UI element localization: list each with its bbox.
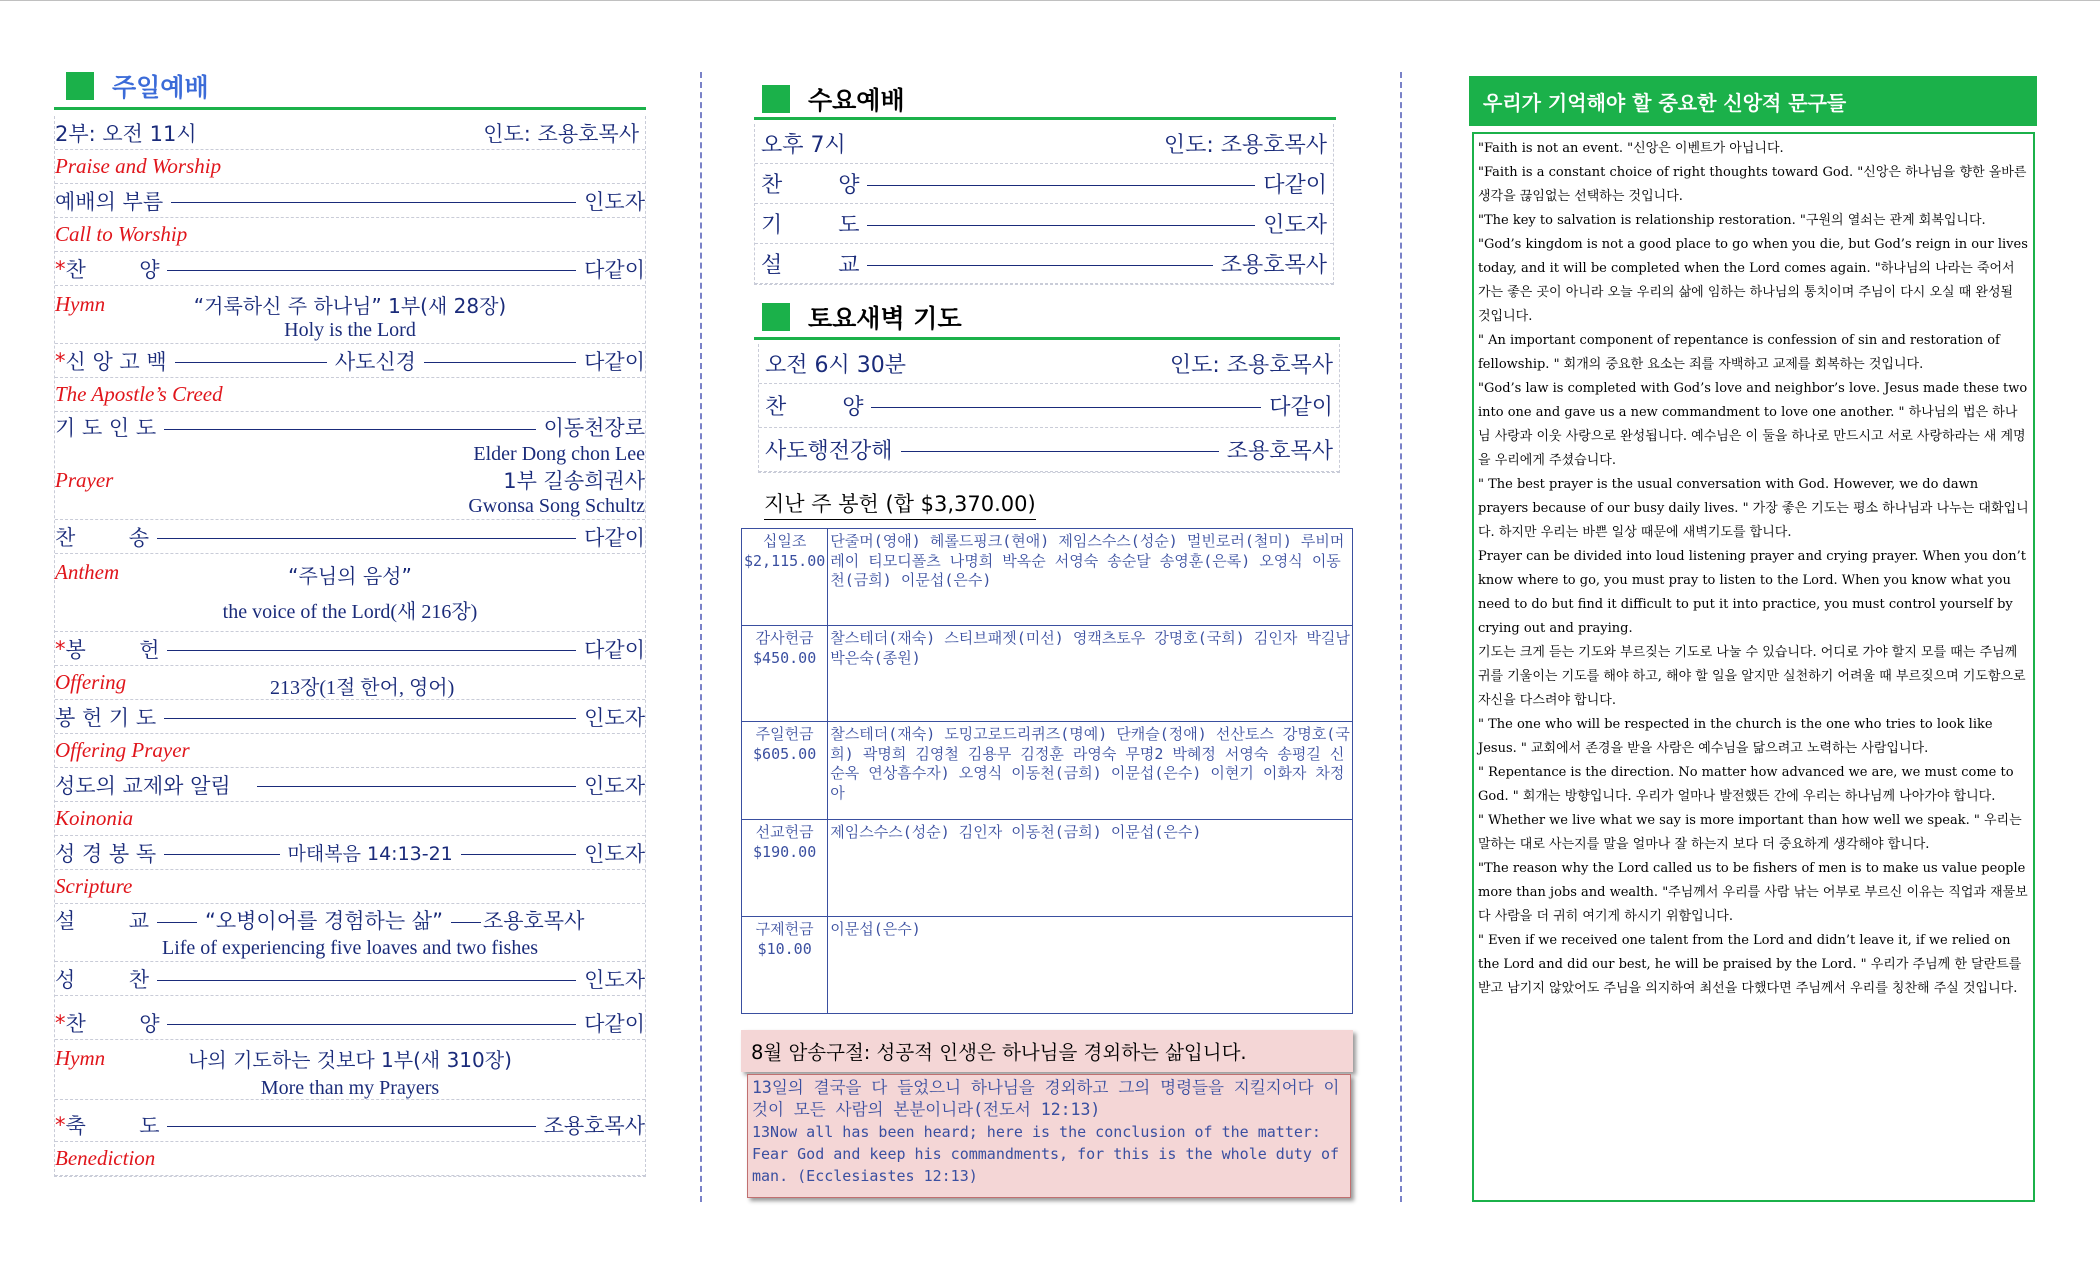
leader-line [175, 362, 327, 363]
wednesday-heading [754, 80, 1336, 120]
leader-line [164, 854, 279, 855]
wednesday-row-2-right: 인도자 [1263, 213, 1327, 238]
prayer-row [55, 412, 645, 442]
creed-row: * 신 앙 고 백 사도신경 다같이 [55, 344, 645, 378]
saturday-time-row [759, 344, 1339, 384]
offering-names-cell: 찰스테더(재숙) 도밍고로드리퀴즈(명예) 단캐슬(정애) 선산토스 강명호(국희) 곽명희 김영철 김용무 김정훈 라영숙 무명2 박혜정 서영숙 송평길 신순옥 연상흠수자) 오영식 이동천(금희) 이문섭(은수) 이현기 이화자 차정아 [828, 722, 1353, 820]
sermon-en-row [55, 936, 645, 962]
prayer-label: 기 도 인 도 [55, 416, 157, 440]
koinonia-label: 성도의 교제와 알림 [55, 773, 231, 798]
offering-type-cell: 감사헌금 $450.00 [742, 626, 828, 722]
memory-verse-box [747, 1074, 1351, 1198]
leader-line [171, 202, 576, 203]
quote-item: "God’s kingdom is not a good place to go when you die, but God’s reign in our lives today, and it will be completed when the Lord comes again. "하나님의 나라는 죽어서 가는 좋은 곳이 아니라 오늘 우리의 삶에 임하는 하나님의 통치이며 주님이 다시 오실 때 완성될 것입니다. [1478, 237, 2028, 324]
quote-item: " Even if we received one talent from the Lord and didn’t leave it, if we relied on the Lord and did our best, he will be praised by the Lord. " 우리가 주님께 한 달란트를 받고 남기지 않았어도 주님을 의지하여 최선을 다했다면 주님께서 우리를 칭찬해 주실 것입니다. [1478, 933, 2022, 996]
saturday-order [758, 344, 1340, 473]
quotes-heading [1469, 76, 2037, 126]
leader-line [867, 225, 1255, 226]
column-separator-1 [700, 72, 702, 1202]
wednesday-time-row [755, 124, 1333, 164]
prayer-sub: Elder Dong chon Lee [473, 442, 645, 465]
saturday-row-1 [759, 384, 1339, 428]
table-row [742, 820, 1353, 917]
sermon-en: Life of experiencing five loaves and two fishes [162, 937, 538, 959]
saturday-row-1-right: 다같이 [1269, 395, 1333, 420]
sunday-order [54, 116, 646, 1177]
creed-label: 신 앙 고 백 [65, 349, 167, 374]
memory-verse-title [741, 1030, 1353, 1072]
quote-item: "God’s law is completed with God’s love and neighbor’s love. Jesus made these two into one and gave us a new commandment to love one another. " 하나님의 법은 하나님 사랑과 이웃 사랑으로 완성됩니다. 예수님은 이 둘을 하나로 만드시고 서로 사랑하라는 새 계명을 우리에게 주셨습니다. [1478, 381, 2028, 468]
saturday-time: 오전 6시 30분 [765, 353, 906, 378]
hymn1-row: * 찬 양 다같이 [55, 252, 645, 286]
quote-item: "Faith is not an event. "신앙은 이벤트가 아닙니다. [1478, 141, 1784, 156]
quote-item: " Repentance is the direction. No matter how advanced we are, we must come to God. " 회개는 방향입니다. 우리가 얼마나 발전했든 간에 우리는 하나님께 나아가야 합니다. [1478, 765, 2014, 804]
saturday-row-2-right: 조용호목사 [1226, 439, 1333, 464]
quote-item: " The best prayer is the usual conversation with God. However, we do dawn prayers because of our busy daily lives. " 가장 좋은 기도는 평소 하나님과 나누는 대화입니다. 하지만 우리는 바쁜 일상 때문에 새벽기도를 합니다. [1478, 477, 2029, 540]
quotes-heading-text: 우리가 기억해야 할 중요한 신앙적 문구들 [1483, 90, 1847, 115]
scripture-label: 성 경 봉 독 [55, 841, 157, 866]
anthem-detail [55, 554, 645, 632]
prayer2-sub: Gwonsa Song Schultz [468, 495, 645, 517]
sermon-title: “오병이어를 경험하는 삶” [204, 909, 443, 933]
hymn1-detail [55, 286, 645, 344]
bongpray-row [55, 700, 645, 734]
call-label: 예배의 부름 [55, 189, 164, 214]
seongchan-row [55, 962, 645, 996]
saturday-leader: 인도: 조용호목사 [1169, 353, 1333, 378]
offering-row [55, 666, 645, 700]
quote-item: "The reason why the Lord called us to be fishers of men is to make us value people more than jobs and wealth. "주님께서 우리를 사람 낚는 어부로 부르신 이유는 직업과 재물보다 사람을 더 귀히 여기게 하시기 위함입니다. [1478, 861, 2028, 924]
saturday-row-2 [759, 428, 1339, 472]
hymn2-row: * 찬 양 다같이 [55, 1006, 645, 1040]
wednesday-row-1-label: 찬 양 [761, 173, 860, 198]
quote-item: " An important component of repentance is confession of sin and restoration of fellowship. " 회개의 중요한 요소는 죄를 자백하고 교제를 회복하는 것입니다. [1478, 333, 2000, 372]
scripture-right: 인도자 [584, 841, 645, 866]
wednesday-row-2-label: 기 도 [761, 213, 860, 238]
sermon-label: 설 교 [55, 909, 149, 933]
saturday-service [754, 296, 1340, 473]
leader-line [164, 429, 535, 430]
call-en-row [55, 218, 645, 252]
scripture-en-row [55, 870, 645, 904]
bongpray-label: 봉 헌 기 도 [55, 705, 157, 730]
wednesday-leader: 인도: 조용호목사 [1163, 133, 1327, 158]
hymn2-en: Hymn [55, 1046, 106, 1070]
bongpray-right: 인도자 [584, 705, 645, 730]
leader-line [257, 786, 577, 787]
bong-row: * 봉 헌 다같이 [55, 632, 645, 666]
quotes-list [1478, 137, 2029, 1001]
offering-type-cell: 십일조 $2,115.00 [742, 529, 828, 626]
chan-right: 다같이 [584, 525, 645, 550]
offering-mid: 213장(1절 한어, 영어) [270, 677, 455, 699]
leader-line [867, 265, 1212, 266]
koinonia-en: Koinonia [55, 806, 134, 830]
benediction-label: 축 도 [65, 1113, 160, 1138]
sermon-row [55, 904, 645, 936]
hymn1-title-en: Holy is the Lord [284, 319, 416, 341]
chan-label: 찬 송 [55, 525, 149, 550]
hymn1-title-kr: “거룩하신 주 하나님” 1부(새 28장) [193, 294, 507, 318]
leader-line [167, 1024, 576, 1025]
offering-en: Offering [55, 670, 127, 694]
koinonia-row [55, 768, 645, 802]
hymn2-detail [55, 1040, 645, 1100]
offering-names-cell: 단줄머(영애) 헤롤드핑크(현애) 제임스수스(성순) 멀빈로러(철미) 루비머레이 티모디폴츠 나명희 박옥순 서영숙 송순달 송영훈(은록) 오영식 이동천(금희) 이문섭(은수) [828, 529, 1353, 626]
service-time: 2부: 오전 11시 [55, 121, 197, 146]
wednesday-order [754, 124, 1334, 285]
call-row [55, 184, 645, 218]
leader-line [157, 922, 197, 923]
koinonia-right: 인도자 [584, 773, 645, 798]
offering-type-cell: 구제헌금 $10.00 [742, 917, 828, 1014]
saturday-heading-text: 토요새벽 기도 [808, 303, 962, 333]
wednesday-row-1-right: 다같이 [1263, 173, 1327, 198]
scripture-mid: 마태복음 14:13-21 [287, 843, 453, 865]
green-square-icon [762, 303, 790, 331]
wednesday-row-2 [755, 204, 1333, 244]
seongchan-right: 인도자 [584, 967, 645, 992]
sunday-heading-text: 주일예배 [112, 72, 209, 102]
offering-names-cell: 찰스테더(재숙) 스티브패젯(미선) 영캑츠토우 강명호(국희) 김인자 박길남 박은숙(종원) [828, 626, 1353, 722]
quotes-box [1472, 132, 2035, 1202]
green-square-icon [66, 72, 94, 100]
koinonia-en-row [55, 802, 645, 836]
leader-line [461, 854, 576, 855]
hymn2-label: 찬 양 [65, 1011, 160, 1036]
anthem-title-en: the voice of the Lord(새 216장) [222, 601, 478, 623]
call-en: Call to Worship [55, 222, 188, 246]
leader-line [167, 270, 576, 271]
prayer-sub-row [55, 442, 645, 466]
prayer2-sub-row [55, 494, 645, 520]
quote-item: "The key to salvation is relationship restoration. "구원의 열쇠는 관계 회복입니다. [1478, 213, 1986, 228]
praise-row [55, 150, 645, 184]
offering-table [741, 528, 1353, 1014]
creed-mid: 사도신경 [334, 349, 416, 374]
wednesday-row-3 [755, 244, 1333, 284]
offering-names-cell: 제임스수스(성순) 김인자 이동천(금희) 이문섭(은수) [828, 820, 1353, 917]
chan-row [55, 520, 645, 554]
sunday-service [54, 64, 646, 1177]
leader-line [424, 362, 576, 363]
seongchan-label: 성 찬 [55, 967, 149, 992]
table-row [742, 529, 1353, 626]
service-time-row [55, 116, 645, 150]
wednesday-service [754, 80, 1336, 285]
saturday-row-2-label: 사도행전강해 [765, 439, 893, 464]
hymn2-right: 다같이 [584, 1011, 645, 1036]
wednesday-row-3-label: 설 교 [761, 253, 860, 278]
quote-item: "Faith is a constant choice of right thoughts toward God. "신앙은 하나님을 향한 올바른 생각을 끊임없는 선택하는 것입니다. [1478, 165, 2027, 204]
table-row [742, 917, 1353, 1014]
offering-type-cell: 주일헌금 $605.00 [742, 722, 828, 820]
quote-item: " The one who will be respected in the church is the one who tries to look like Jesus. " 교회에서 존경을 받을 사람은 예수님을 닮으려고 노력하는 사람입니다. [1478, 717, 1993, 756]
leader-line [167, 650, 576, 651]
offering-type-cell: 선교헌금 $190.00 [742, 820, 828, 917]
memory-verse-title-text: 8월 암송구절: 성공적 인생은 하나님을 경외하는 삶입니다. [751, 1041, 1247, 1064]
column-separator-2 [1400, 72, 1402, 1202]
leader-line [871, 407, 1261, 408]
offering-prayer-row [55, 734, 645, 768]
anthem-title-kr: “주님의 음성” [288, 564, 412, 588]
green-square-icon [762, 85, 790, 113]
wednesday-row-1 [755, 164, 1333, 204]
hymn1-label: 찬 양 [65, 257, 160, 282]
leader-line [164, 718, 576, 719]
offering-title: 지난 주 봉헌 (합 $3,370.00) [764, 488, 1036, 520]
wednesday-row-3-right: 조용호목사 [1220, 253, 1327, 278]
service-leader: 인도: 조용호목사 [483, 121, 639, 146]
wednesday-time: 오후 7시 [761, 133, 846, 158]
anthem-en: Anthem [55, 560, 120, 584]
bong-label: 봉 헌 [65, 637, 160, 662]
memory-verse-kr: 13일의 결국을 다 들었으니 하나님을 경외하고 그의 명령들을 지킬지어다 이것이 모든 사람의 본분이니라(전도서 12:13) [752, 1078, 1340, 1119]
prayer2-leader: 1부 길송희권사 [503, 469, 645, 493]
leader-line [157, 980, 576, 981]
top-rule [0, 0, 2100, 1]
scripture-en: Scripture [55, 874, 133, 898]
benediction-right: 조용호목사 [543, 1113, 645, 1138]
benediction-en: Benediction [55, 1146, 156, 1170]
scripture-row [55, 836, 645, 870]
benediction-row: * 축 도 조용호목사 [55, 1108, 645, 1142]
creed-en: The Apostle’s Creed [55, 382, 223, 406]
leader-line [157, 538, 576, 539]
quote-item: " Whether we live what we say is more important than how well we speak. " 우리는 말하는 대로 사는지를 말을 얼마나 잘 하는지 보다 더 중요하게 생각해야 합니다. [1478, 813, 2022, 852]
saturday-heading [754, 296, 1340, 340]
quote-item: Prayer can be divided into loud listening prayer and crying prayer. When you don’t know where to go, you must pray to listen to the Lord. When you know what you need to do but find it difficult to put it into practice, you must control yourself by crying out and praying. [1478, 549, 2026, 636]
sermon-right: 조용호목사 [482, 909, 585, 933]
offering-prayer-en: Offering Prayer [55, 738, 190, 762]
praise-en: Praise and Worship [55, 154, 222, 178]
memory-verse-en: 13Now all has been heard; here is the conclusion of the matter: Fear God and keep his commandments, for this is the whole duty of man. (Ecclesiastes 12:13) [752, 1123, 1339, 1185]
hymn2-title-kr: 나의 기도하는 것보다 1부(새 310장) [188, 1048, 512, 1072]
benediction-en-row [55, 1142, 645, 1176]
leader-line [867, 185, 1255, 186]
sunday-heading [54, 64, 646, 110]
leader-line [901, 451, 1219, 452]
call-leader: 인도자 [584, 189, 645, 214]
creed-right: 다같이 [584, 349, 645, 374]
leader-line [167, 1126, 535, 1127]
quote-item: 기도는 크게 듣는 기도와 부르짖는 기도로 나눌 수 있습니다. 어디로 가야 할지 모를 때는 주님께 귀를 기울이는 기도를 해야 하고, 해야 할 일을 알지만 실천하기 어려울 때 부르짖으며 기도함으로 자신을 다스려야 합니다. [1478, 645, 2026, 708]
bong-right: 다같이 [584, 637, 645, 662]
hymn1-en: Hymn [55, 292, 106, 316]
prayer-en: Prayer [55, 467, 114, 492]
offering-names-cell: 이문섭(은수) [828, 917, 1353, 1014]
prayer-leader: 이동천장로 [543, 416, 645, 440]
hymn1-right: 다같이 [584, 257, 645, 282]
creed-en-row [55, 378, 645, 412]
table-row [742, 722, 1353, 820]
prayer2-row [55, 466, 645, 494]
table-row [742, 626, 1353, 722]
saturday-row-1-label: 찬 양 [765, 395, 864, 420]
wednesday-heading-text: 수요예배 [808, 85, 905, 115]
leader-line [451, 922, 481, 923]
hymn2-title-en: More than my Prayers [260, 1077, 440, 1099]
